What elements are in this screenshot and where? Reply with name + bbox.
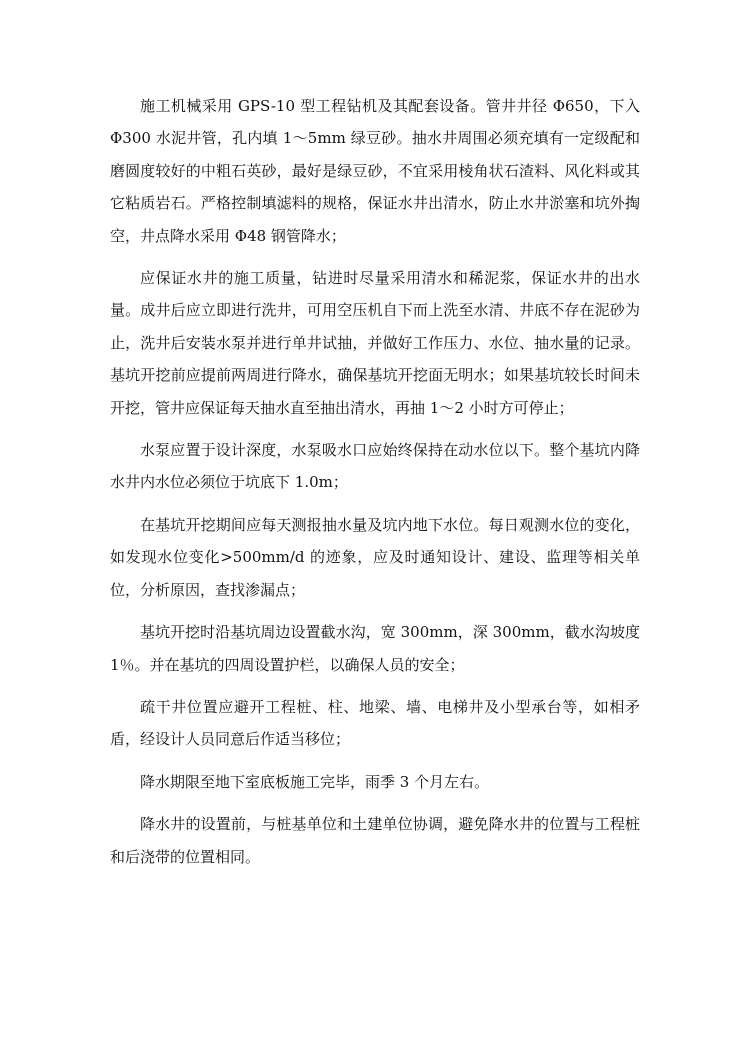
paragraph-pump-depth: 水泵应置于设计深度，水泵吸水口应始终保持在动水位以下。整个基坑内降水井内水位必须位于坑底下 1.0m； [110,441,640,492]
document-body [110,90,640,883]
paragraph-well-quality: 应保证水井的施工质量，钻进时尽量采用清水和稀泥浆，保证水井的出水量。成井后应立即进行洗井，可用空压机自下而上洗至水清、井底不存在泥砂为止，洗井后安装水泵并进行单井试抽，并做好工作压力、水位、抽水量的记录。基坑开挖前应提前两周进行降水，确保基坑开挖面无明水；如果基坑较长时间未开挖，管井应保证每天抽水直至抽出清水，再抽 1～2 小时方可停止； [110,269,640,417]
paragraph-equipment: 施工机械采用 GPS-10 型工程钻机及其配套设备。管井井径 Φ650，下入Φ300 水泥井管，孔内填 1～5mm 绿豆砂。抽水井周围必须充填有一定级配和磨圆度较好的中粗石英砂，最好是绿豆砂，不宜采用棱角状石渣料、风化料或其它粘质岩石。严格控制填滤料的规格，保证水井出清水，防止水井淤塞和坑外掏空，井点降水采用 Φ48 钢管降水； [110,97,640,245]
paragraph-coordination: 降水井的设置前，与桩基单位和土建单位协调，避免降水井的位置与工程桩和后浇带的位置相同。 [110,815,640,866]
paragraph-drainage-ditch: 基坑开挖时沿基坑周边设置截水沟，宽 300mm，深 300mm，截水沟坡度 1％。并在基坑的四周设置护栏，以确保人员的安全； [110,623,640,674]
paragraph-dewatering-period: 降水期限至地下室底板施工完毕，雨季 3 个月左右。 [140,772,490,791]
paragraph-monitoring: 在基坑开挖期间应每天测报抽水量及坑内地下水位。每日观测水位的变化，如发现水位变化>500mm/d 的迹象，应及时通知设计、建设、监理等相关单位，分析原因，查找渗漏点； [110,515,640,599]
paragraph-well-position: 疏干井位置应避开工程桩、柱、地梁、墙、电梯井及小型承台等，如相矛盾，经设计人员同意后作适当移位； [110,697,640,749]
